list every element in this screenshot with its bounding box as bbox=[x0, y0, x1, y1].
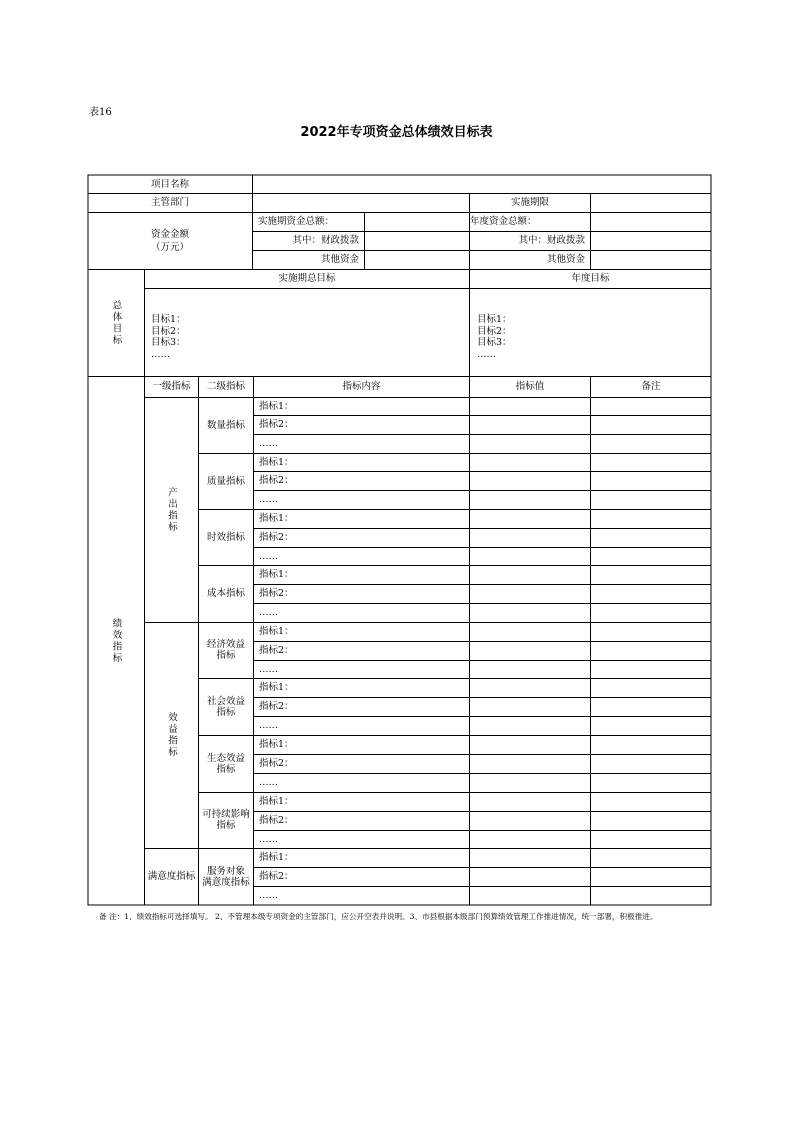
indicator-item-more[interactable]: …… bbox=[259, 438, 278, 449]
quality-indicators-label: 质量指标 bbox=[206, 475, 245, 487]
indicator-value-cell[interactable] bbox=[470, 716, 590, 735]
indicator-item-more[interactable]: …… bbox=[259, 663, 278, 675]
indicator-remark-cell[interactable] bbox=[591, 453, 711, 471]
indicator-value-cell[interactable] bbox=[470, 490, 590, 509]
indicator-value-cell[interactable] bbox=[470, 848, 590, 867]
indicator-item-more[interactable]: …… bbox=[259, 890, 278, 901]
indicator-value-cell[interactable] bbox=[470, 754, 590, 773]
annual-goal-items[interactable]: 目标1： 目标2： 目标3： …… bbox=[477, 314, 512, 360]
period-label: 实施期限 bbox=[510, 197, 549, 208]
col-level2: 二级指标 bbox=[206, 381, 245, 392]
indicator-item-1[interactable]: 指标1： bbox=[259, 852, 294, 863]
indicator-value-cell[interactable] bbox=[470, 867, 590, 886]
indicator-remark-cell[interactable] bbox=[591, 830, 711, 848]
output-indicators-label: 产出指标 bbox=[166, 486, 177, 533]
footnote: 备 注：1、绩效指标可选择填写。 2、不管理本级专项资金的主管部门，应公开空表并说明。3、市县根据本级部门预算绩效管理工作推进情况，统一部署，积极推进。 bbox=[99, 912, 658, 921]
department-label: 主管部门 bbox=[150, 197, 189, 208]
project-name-label: 项目名称 bbox=[150, 179, 189, 190]
indicator-remark-cell[interactable] bbox=[591, 509, 711, 528]
ecological-benefit-label: 生态效益 指标 bbox=[206, 752, 245, 775]
indicator-item-2[interactable]: 指标2： bbox=[259, 645, 294, 656]
indicator-value-cell[interactable] bbox=[470, 641, 590, 660]
indicator-item-1[interactable]: 指标1： bbox=[259, 682, 294, 693]
indicator-remark-cell[interactable] bbox=[591, 754, 711, 773]
indicator-item-1[interactable]: 指标1： bbox=[259, 739, 294, 750]
indicator-value-cell[interactable] bbox=[470, 415, 590, 434]
indicator-value-cell[interactable] bbox=[470, 434, 590, 453]
social-benefit-label: 社会效益 指标 bbox=[206, 695, 245, 718]
timeliness-indicators-label: 时效指标 bbox=[206, 531, 245, 543]
annual-funds-label: 年度资金总额： bbox=[470, 216, 537, 227]
indicator-item-2[interactable]: 指标2： bbox=[259, 871, 294, 882]
annual-funds-value[interactable] bbox=[591, 212, 711, 231]
indicator-remark-cell[interactable] bbox=[591, 848, 711, 867]
annual-fiscal-allocation-label: 其中：财政拨款 bbox=[518, 235, 585, 246]
indicator-item-more[interactable]: …… bbox=[259, 607, 278, 618]
indicator-item-1[interactable]: 指标1： bbox=[259, 569, 294, 580]
indicator-item-2[interactable]: 指标2： bbox=[259, 532, 294, 543]
indicator-remark-cell[interactable] bbox=[591, 678, 711, 697]
indicator-remark-cell[interactable] bbox=[591, 471, 711, 490]
indicator-remark-cell[interactable] bbox=[591, 547, 711, 565]
indicator-value-cell[interactable] bbox=[470, 735, 590, 754]
indicator-item-2[interactable]: 指标2： bbox=[259, 588, 294, 599]
indicator-item-2[interactable]: 指标2： bbox=[259, 701, 294, 712]
indicator-item-more[interactable]: …… bbox=[259, 550, 278, 562]
indicator-remark-cell[interactable] bbox=[591, 415, 711, 434]
sustainable-impact-label: 可持续影响 指标 bbox=[202, 809, 250, 831]
indicator-value-cell[interactable] bbox=[470, 697, 590, 716]
indicator-remark-cell[interactable] bbox=[591, 397, 711, 415]
indicator-value-cell[interactable] bbox=[470, 565, 590, 584]
indicator-remark-cell[interactable] bbox=[591, 811, 711, 830]
indicator-remark-cell[interactable] bbox=[591, 434, 711, 453]
document-title: 2022年专项资金总体绩效目标表 bbox=[300, 125, 493, 140]
period-goal-header: 实施期总目标 bbox=[278, 273, 336, 284]
indicator-value-cell[interactable] bbox=[470, 603, 590, 622]
indicator-remark-cell[interactable] bbox=[591, 622, 711, 641]
other-funds-value[interactable] bbox=[365, 250, 469, 269]
service-satisfaction-label: 服务对象 满意度指标 bbox=[202, 865, 250, 888]
col-content: 指标内容 bbox=[342, 381, 381, 392]
indicator-value-cell[interactable] bbox=[470, 397, 590, 415]
indicator-value-cell[interactable] bbox=[470, 509, 590, 528]
indicator-value-cell[interactable] bbox=[470, 830, 590, 848]
indicator-value-cell[interactable] bbox=[470, 547, 590, 565]
economic-benefit-label: 经济效益 指标 bbox=[206, 639, 245, 661]
other-funds-label: 其他资金 bbox=[320, 254, 359, 265]
indicator-item-more[interactable]: …… bbox=[259, 720, 278, 731]
total-funds-period-value[interactable] bbox=[365, 212, 469, 231]
benefit-indicators-label: 效益指标 bbox=[166, 712, 177, 758]
indicator-remark-cell[interactable] bbox=[591, 528, 711, 547]
indicator-value-cell[interactable] bbox=[470, 528, 590, 547]
indicator-item-2[interactable]: 指标2： bbox=[259, 419, 294, 430]
indicator-value-cell[interactable] bbox=[470, 453, 590, 471]
indicator-item-1[interactable]: 指标1： bbox=[259, 796, 294, 807]
indicator-item-1[interactable]: 指标1： bbox=[259, 400, 294, 412]
indicator-value-cell[interactable] bbox=[470, 660, 590, 678]
indicator-item-more[interactable]: …… bbox=[259, 833, 278, 845]
indicator-value-cell[interactable] bbox=[470, 811, 590, 830]
indicator-remark-cell[interactable] bbox=[591, 716, 711, 735]
indicator-remark-cell[interactable] bbox=[591, 886, 711, 905]
indicator-remark-cell[interactable] bbox=[591, 697, 711, 716]
period-value[interactable] bbox=[591, 193, 711, 212]
indicator-value-cell[interactable] bbox=[470, 471, 590, 490]
annual-goal-header: 年度目标 bbox=[571, 273, 610, 284]
total-funds-period-label: 实施期资金总额： bbox=[258, 216, 335, 227]
project-name-value[interactable] bbox=[253, 175, 711, 194]
indicator-remark-cell[interactable] bbox=[591, 773, 711, 792]
cost-indicators-label: 成本指标 bbox=[206, 588, 245, 599]
indicator-value-cell[interactable] bbox=[470, 622, 590, 641]
indicator-remark-cell[interactable] bbox=[591, 660, 711, 678]
indicator-remark-cell[interactable] bbox=[591, 490, 711, 509]
overall-goals-label: 总体目标 bbox=[110, 299, 122, 346]
indicator-value-cell[interactable] bbox=[470, 792, 590, 811]
indicator-remark-cell[interactable] bbox=[591, 792, 711, 811]
indicator-remark-cell[interactable] bbox=[591, 603, 711, 622]
indicator-value-cell[interactable] bbox=[470, 584, 590, 603]
indicator-remark-cell[interactable] bbox=[591, 641, 711, 660]
indicator-item-2[interactable]: 指标2： bbox=[259, 475, 294, 486]
fiscal-allocation-value[interactable] bbox=[365, 231, 469, 250]
col-value: 指标值 bbox=[515, 381, 545, 392]
period-goal-items[interactable]: 目标1： 目标2： 目标3： …… bbox=[151, 314, 186, 360]
indicator-item-more[interactable]: …… bbox=[259, 494, 278, 505]
indicator-value-cell[interactable] bbox=[470, 773, 590, 792]
col-level1: 一级指标 bbox=[152, 381, 191, 392]
indicator-item-1[interactable]: 指标1： bbox=[259, 456, 294, 468]
indicator-item-2[interactable]: 指标2： bbox=[259, 815, 294, 826]
indicator-remark-cell[interactable] bbox=[591, 565, 711, 584]
performance-indicators-label: 绩效指标 bbox=[110, 617, 122, 664]
quantity-indicators-label: 数量指标 bbox=[206, 419, 245, 431]
indicator-remark-cell[interactable] bbox=[591, 867, 711, 886]
annual-other-funds-value[interactable] bbox=[591, 250, 711, 269]
indicator-item-2[interactable]: 指标2： bbox=[259, 758, 294, 769]
indicator-value-cell[interactable] bbox=[470, 886, 590, 905]
table-label: 表16 bbox=[89, 107, 112, 118]
indicator-item-1[interactable]: 指标1： bbox=[259, 626, 294, 637]
funds-amount-label: 资金金额 （万元） bbox=[150, 228, 189, 253]
indicator-value-cell[interactable] bbox=[470, 678, 590, 697]
department-value[interactable] bbox=[253, 193, 469, 212]
indicator-item-1[interactable]: 指标1： bbox=[259, 513, 294, 524]
col-remark: 备注 bbox=[641, 381, 661, 392]
indicator-remark-cell[interactable] bbox=[591, 735, 711, 754]
annual-other-funds-label: 其他资金 bbox=[546, 254, 585, 265]
indicator-remark-cell[interactable] bbox=[591, 584, 711, 603]
satisfaction-indicators-label: 满意度指标 bbox=[147, 871, 196, 882]
indicator-item-more[interactable]: …… bbox=[259, 777, 278, 788]
annual-fiscal-allocation-value[interactable] bbox=[591, 231, 711, 250]
fiscal-allocation-label: 其中：财政拨款 bbox=[292, 235, 359, 246]
